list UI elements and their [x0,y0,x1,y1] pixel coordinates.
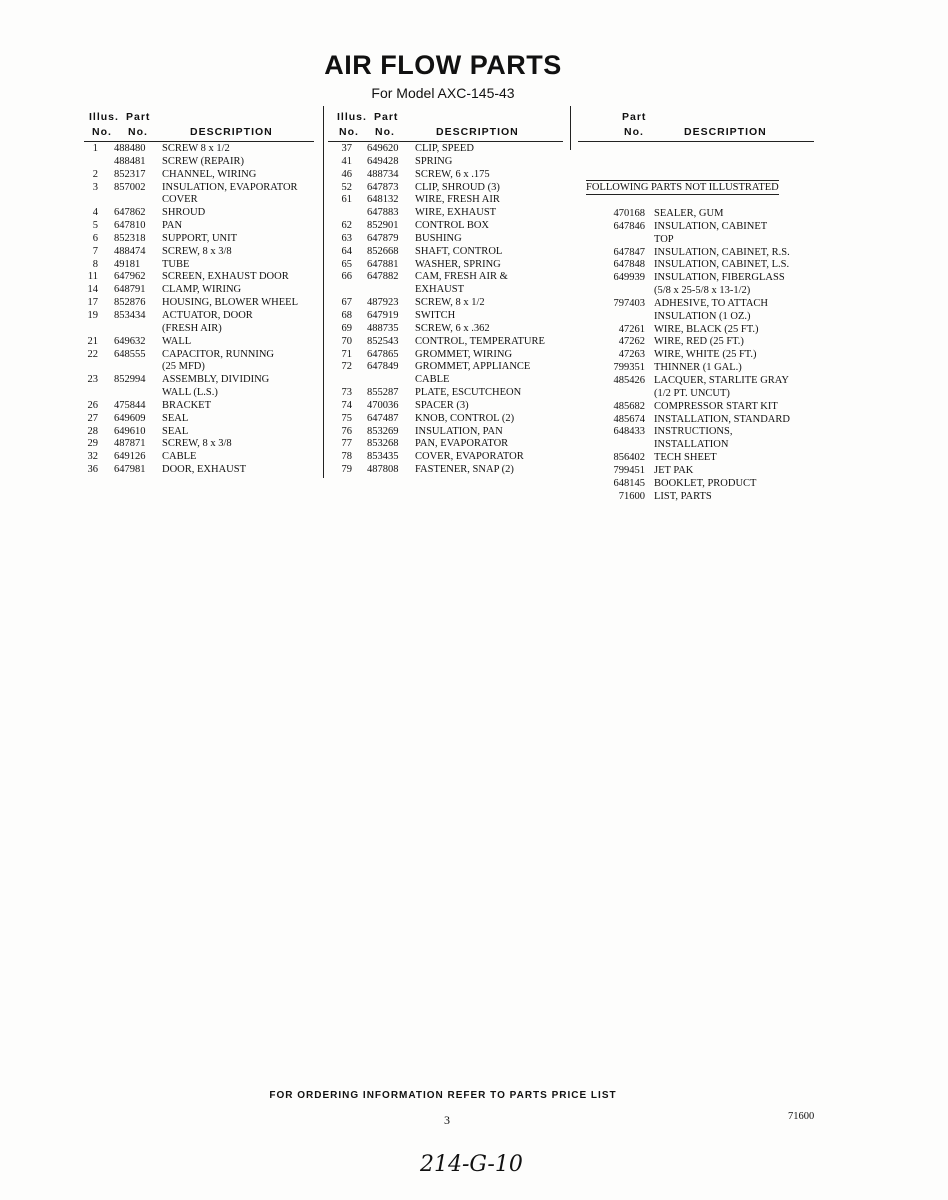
part-description: CHANNEL, WIRING [162,168,257,180]
part-number: 852668 [367,245,399,257]
part-number: 647865 [367,348,399,360]
part-number: 853434 [114,309,146,321]
part-row-continuation [78,387,318,400]
part-row [605,272,825,285]
part-description: INSULATION (1 OZ.) [654,310,751,322]
part-row [78,284,318,297]
part-row [330,259,570,272]
part-row [605,324,825,337]
part-description: CAM, FRESH AIR & [415,271,508,283]
part-number: 856402 [613,452,645,464]
part-row [605,414,825,427]
part-row [78,413,318,426]
illus-number: 8 [92,258,98,270]
part-number: 647981 [114,464,146,476]
part-number: 647873 [367,181,399,193]
part-number: 647862 [114,207,146,219]
illus-number: 66 [341,271,352,283]
part-number: 470036 [367,399,399,411]
part-row [78,169,318,182]
part-description: TECH SHEET [654,452,717,464]
part-row [605,349,825,362]
part-row-continuation [330,284,570,297]
illus-number: 75 [341,412,352,424]
part-number: 488734 [367,168,399,180]
part-description: INSULATION, EVAPORATOR [162,181,298,193]
part-description: SCREW, 6 x .175 [415,168,490,180]
part-row [605,478,825,491]
part-description: SEALER, GUM [654,208,724,219]
header-description: DESCRIPTION [190,126,273,138]
part-number: 797403 [613,297,645,309]
part-description: ASSEMBLY, DIVIDING [162,374,270,386]
part-row [78,182,318,195]
part-row [605,298,825,311]
illus-number: 63 [341,232,352,244]
part-row [330,361,570,374]
illus-number: 2 [92,168,98,180]
illus-number: 1 [92,143,98,154]
part-number: 647849 [367,361,399,373]
part-description: GROMMET, WIRING [415,348,513,360]
part-description: SHAFT, CONTROL [415,245,503,257]
part-number: 647882 [367,271,399,283]
part-description: CLIP, SPEED [415,143,474,154]
part-description: INSTALLATION, STANDARD [654,413,790,425]
illus-number: 69 [341,322,352,334]
part-description: LACQUER, STARLITE GRAY [654,374,789,386]
part-description: SCREW 8 x 1/2 [162,143,230,154]
column-divider [323,106,324,478]
part-row [330,271,570,284]
page-number: 3 [444,1113,450,1127]
header-part: Part [374,111,399,123]
illus-number: 36 [87,464,98,476]
part-description: WIRE, BLACK (25 FT.) [654,323,759,335]
part-number: 853268 [367,438,399,450]
part-number: 487871 [114,438,146,450]
part-description: SUPPORT, UNIT [162,232,238,244]
column-divider [570,106,571,150]
part-row [330,233,570,246]
part-description: WALL [162,335,192,347]
part-description: (1/2 PT. UNCUT) [654,387,730,399]
part-number: 853269 [367,425,399,437]
header-no: No. [128,126,148,138]
part-description: SCREW, 6 x .362 [415,322,490,334]
part-row [78,259,318,272]
illus-number: 46 [341,168,352,180]
part-number: 852317 [114,168,146,180]
illus-number: 27 [87,412,98,424]
illus-number: 28 [87,425,98,437]
part-number: 647919 [367,309,399,321]
part-number: 475844 [114,399,146,411]
part-row [78,271,318,284]
part-row [78,143,318,156]
part-description: WIRE, FRESH AIR [415,194,500,206]
header-illus: Illus. [89,111,119,123]
illus-number: 65 [341,258,352,270]
illus-number: 52 [341,181,352,193]
part-description: EXHAUST [415,284,464,296]
part-row [330,451,570,464]
illus-number: 68 [341,309,352,321]
header-part: Part [622,111,647,123]
part-row [78,374,318,387]
part-row [605,259,825,272]
illus-number: 78 [341,451,352,463]
part-description: WASHER, SPRING [415,258,501,270]
part-description: ACTUATOR, DOOR [162,309,253,321]
part-row [330,297,570,310]
part-row [330,438,570,451]
illus-number: 74 [341,399,352,411]
part-row [330,246,570,259]
part-row [330,464,570,477]
part-description: DOOR, EXHAUST [162,464,246,476]
part-row-continuation [605,439,825,452]
illus-number: 4 [92,207,98,219]
ordering-footer: FOR ORDERING INFORMATION REFER TO PARTS PRICE LIST [269,1090,617,1101]
page-title: AIR FLOW PARTS [324,50,562,80]
part-row [605,401,825,414]
illus-number: 71 [341,348,352,360]
illus-number: 64 [341,245,352,257]
header-rule [84,141,314,142]
parts-column-1 [78,143,318,477]
part-description: CONTROL, TEMPERATURE [415,335,545,347]
part-row-continuation [605,388,825,401]
header-description: DESCRIPTION [436,126,519,138]
part-row [330,182,570,195]
part-row [78,400,318,413]
part-number: 647846 [613,220,645,232]
part-number: 485426 [613,374,645,386]
part-row [330,336,570,349]
header-description: DESCRIPTION [684,126,767,138]
part-row [605,465,825,478]
part-description: WIRE, WHITE (25 FT.) [654,349,757,361]
part-row [605,375,825,388]
part-number: 648132 [367,194,399,206]
header-illus: Illus. [337,111,367,123]
part-description: TUBE [162,258,190,270]
part-number: 649610 [114,425,146,437]
part-description: (5/8 x 25-5/8 x 13-1/2) [654,285,751,297]
part-description: ADHESIVE, TO ATTACH [654,297,768,309]
illus-number: 72 [341,361,352,373]
part-number: 647881 [367,258,399,270]
part-row [330,194,570,207]
part-number: 487923 [367,297,399,309]
illus-number: 7 [92,245,98,257]
part-description: INSULATION, PAN [415,425,503,437]
part-number: 647879 [367,232,399,244]
part-description: SEAL [162,425,189,437]
part-row [605,336,825,349]
part-number: 488481 [114,155,146,167]
part-number: 487808 [367,464,399,476]
part-row [605,208,825,221]
part-description: CLAMP, WIRING [162,284,242,296]
illus-number: 17 [87,297,98,309]
illus-number: 61 [341,194,352,206]
part-row [330,207,570,220]
part-description: INSULATION, CABINET, R.S. [654,246,790,258]
part-row [78,349,318,362]
part-row [78,464,318,477]
part-row [330,426,570,439]
part-description: INSULATION, FIBERGLASS [654,272,785,284]
part-row [330,143,570,156]
part-description: TOP [654,233,674,245]
part-row [605,362,825,375]
parts-column-2 [330,143,570,477]
header-rule [578,141,814,142]
part-number: 649620 [367,143,399,154]
part-row [78,438,318,451]
part-description: SWITCH [415,309,456,321]
part-number: 49181 [114,258,141,270]
part-description: INSULATION, CABINET, L.S. [654,259,790,271]
part-description: LIST, PARTS [654,490,712,502]
part-description: SPACER (3) [415,399,469,411]
part-row [78,310,318,323]
part-row [330,310,570,323]
part-number: 488480 [114,143,146,154]
part-description: COMPRESSOR START KIT [654,400,778,412]
part-row [78,156,318,169]
part-row [78,426,318,439]
part-row [605,247,825,260]
illus-number: 22 [87,348,98,360]
illus-number: 41 [341,155,352,167]
part-number: 47261 [618,323,645,335]
illus-number: 76 [341,425,352,437]
part-description: (FRESH AIR) [162,322,222,334]
illus-number: 26 [87,399,98,411]
part-number: 852876 [114,297,146,309]
part-row [330,413,570,426]
part-row [330,349,570,362]
part-number: 647848 [613,259,645,271]
part-row [330,387,570,400]
part-row-continuation [605,234,825,247]
parts-column-3 [605,208,825,503]
part-number: 47262 [618,336,645,348]
illus-number: 23 [87,374,98,386]
part-description: SEAL [162,412,189,424]
part-row [78,220,318,233]
part-number: 852318 [114,232,146,244]
part-description: CLIP, SHROUD (3) [415,181,500,193]
part-number: 488474 [114,245,146,257]
part-number: 799351 [613,362,645,374]
part-description: HOUSING, BLOWER WHEEL [162,297,298,309]
part-number: 853435 [367,451,399,463]
part-row [330,323,570,336]
header-no: No. [339,126,359,138]
illus-number: 73 [341,387,352,399]
part-number: 649126 [114,451,146,463]
part-number: 647847 [613,246,645,258]
part-number: 71600 [618,490,645,502]
part-number: 648555 [114,348,146,360]
part-description: BRACKET [162,399,212,411]
part-description: SCREW, 8 x 3/8 [162,438,232,450]
part-number: 799451 [613,464,645,476]
illus-number: 11 [87,271,98,283]
part-row-continuation [78,361,318,374]
part-number: 647962 [114,271,146,283]
part-row-continuation [78,194,318,207]
part-description: WALL (L.S.) [162,387,218,399]
part-number: 852994 [114,374,146,386]
part-row [78,207,318,220]
illus-number: 6 [92,232,98,244]
part-row [605,452,825,465]
model-subtitle: For Model AXC-145-43 [371,85,515,101]
part-number: 855287 [367,387,399,399]
part-row [78,233,318,246]
illus-number: 70 [341,335,352,347]
part-row-continuation [605,311,825,324]
part-description: GROMMET, APPLIANCE [415,361,531,373]
header-rule [328,141,563,142]
illus-number: 19 [87,309,98,321]
part-row [78,336,318,349]
part-description: CABLE [162,451,197,463]
part-description: INSTALLATION [654,439,729,451]
part-description: (25 MFD) [162,361,205,373]
part-number: 857002 [114,181,146,193]
part-number: 649939 [613,272,645,284]
part-row [330,400,570,413]
document-code: 71600 [788,1111,815,1122]
part-number: 488735 [367,322,399,334]
part-row [330,156,570,169]
part-description: FASTENER, SNAP (2) [415,464,514,476]
part-description: SHROUD [162,207,206,219]
part-description: JET PAK [654,464,694,476]
header-no: No. [375,126,395,138]
part-row [330,169,570,182]
illus-number: 14 [87,284,98,296]
illus-number: 67 [341,297,352,309]
part-row [605,221,825,234]
part-description: CONTROL BOX [415,220,489,232]
header-part: Part [126,111,151,123]
illus-number: 5 [92,220,98,232]
part-number: 647883 [367,207,399,219]
part-number: 648433 [613,426,645,438]
part-description: BUSHING [415,232,462,244]
part-description: PLATE, ESCUTCHEON [415,387,522,399]
part-number: 649632 [114,335,146,347]
part-row [78,297,318,310]
part-number: 852901 [367,220,399,232]
header-no: No. [92,126,112,138]
part-number: 649609 [114,412,146,424]
part-number: 47263 [618,349,645,361]
part-description: CABLE [415,374,450,386]
illus-number: 29 [87,438,98,450]
part-description: BOOKLET, PRODUCT [654,477,757,489]
illus-number: 3 [92,181,98,193]
part-number: 648791 [114,284,146,296]
part-row [605,491,825,504]
part-number: 647810 [114,220,146,232]
part-description: PAN, EVAPORATOR [415,438,509,450]
part-description: COVER [162,194,198,206]
part-description: WIRE, RED (25 FT.) [654,336,744,348]
part-description: WIRE, EXHAUST [415,207,497,219]
part-row [78,451,318,464]
part-number: 485682 [613,400,645,412]
part-description: SCREW (REPAIR) [162,155,244,167]
part-description: THINNER (1 GAL.) [654,362,742,374]
part-description: CAPACITOR, RUNNING [162,348,275,360]
part-description: KNOB, CONTROL (2) [415,412,515,424]
not-illustrated-heading: FOLLOWING PARTS NOT ILLUSTRATED [586,182,779,193]
part-description: INSTRUCTIONS, [654,426,733,438]
part-number: 470168 [613,208,645,219]
handwritten-note: 214-G-10 [420,1152,523,1177]
part-row-continuation [78,323,318,336]
part-number: 647487 [367,412,399,424]
header-no: No. [624,126,644,138]
part-description: SCREW, 8 x 3/8 [162,245,232,257]
part-number: 852543 [367,335,399,347]
part-description: INSULATION, CABINET [654,220,768,232]
part-row-continuation [330,374,570,387]
part-number: 485674 [613,413,645,425]
part-row [605,426,825,439]
part-row [78,246,318,259]
part-description: PAN [162,220,183,232]
illus-number: 62 [341,220,352,232]
illus-number: 77 [341,438,352,450]
illus-number: 79 [341,464,352,476]
illus-number: 37 [341,143,352,154]
part-description: SCREW, 8 x 1/2 [415,297,485,309]
part-row-continuation [605,285,825,298]
part-number: 649428 [367,155,399,167]
illus-number: 32 [87,451,98,463]
part-number: 648145 [613,477,645,489]
part-description: COVER, EVAPORATOR [415,451,524,463]
part-row [330,220,570,233]
part-description: SCREEN, EXHAUST DOOR [162,271,289,283]
part-description: SPRING [415,155,453,167]
illus-number: 21 [87,335,98,347]
